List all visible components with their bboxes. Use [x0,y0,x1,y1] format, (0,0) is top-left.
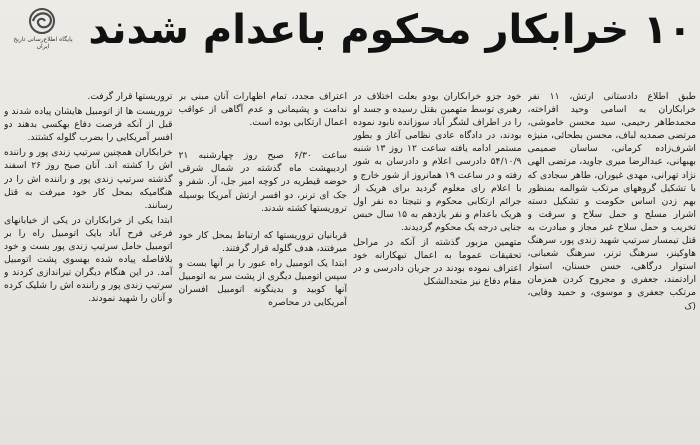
column-2 [353,90,522,442]
column-3 [179,90,348,442]
paragraph: متهمین مزبور گذشته از آنکه در مراحل تحقیقات عموما به اعمال تبهکارانه خود اعتراف نموده بودند در جریان دادرسی و در مقام دفاع نیز متحدالشکل [353,237,522,288]
column-1 [528,90,697,442]
paragraph: ساعت ۶/۳۰ صبح روز چهارشنبه ۲۱ اردیبهشت ماه گذشته در شمال شرقی حوضه قیطریه در کوچه امیر جل، آر. شفر و جک ای ترنر، دو افسر ارتش آمریکا بوسیله تروریستها کشته شدند. [178,150,347,214]
paragraph: ابتدا یکی از خرابکاران در یکی از خیابانهای فرعی فرح آباد بایک اتومبیل راه را بر اتومبیل حامل سرتیپ زندی پور بست و خود بلافاصله پیاده شده بهسوی پشت اتومبیل آمد. در این هنگام دیگران تیراندازی کردند و سرتیپ زندی پور و راننده اش را شلیک کرده و آنان را شهید نمودند. [4,214,173,305]
paragraph: طبق اطلاع دادستانی ارتش، ۱۱ نفر خرابکاران به اسامی وحید افراخته، محمدطاهر رحیمی، سید محسن خاموشی، مرتضی صمدیه لباف، محسن بطحائی، منیژه اشرف‌زاده کرمانی، ساسان صمیمی بهبهانی، عبدالرضا میری جاوید، مرتضی الهی نژاد تهرانی، مهدی غیوران، طاهر سجادی که با تشکیل گروههای مرتکب شوالمه بمنظور بهم زدن اساس حکومت و تشکیل دسته اشرار مسلح و حمل سلاح و سرقت و تخریب و حمل سلاح غیر مجاز و مبادرت به قتل تیمسار سرتیپ شهید زندی پور، سرهنگ هاوکینز، سرهنگ ترنر، سرهنگ شعبانی، استوار درگاهی، حسن حسنان، استوار ارادتمند، جعفری و مجروح کردن همزمان مرتکب جعفری و موسوی، و حمید وفایی، (ک [527,91,696,312]
site-logo [8,6,78,50]
paragraph: خود جزو خرابکاران بودو بعلت اختلاف در رهبری توسط متهمین بقتل رسیده و جسد او را در اطراف لشگر آباد سوزانده نابود نموده بودند، در دادگاه عادی نظامی آغاز و بطور مستمر ادامه یافته ساعت ۱۲ روز ۱۳ شنبه ۵۴/۱۰/۹ دادرسی اعلام و دادرسان به شور رفته و در ساعت ۱۹ همانروز از شور خارج و با اعلام رای معلوم گردید برای هریک از جرائم ارتکابی محکوم و نتیجتا ده نفر اول هریک باعدام و نفر یازدهم به ۱۵ سال حبس جنایی درجه یک محکوم گردیدند. [353,91,522,233]
paragraph: ابتدا یک اتومبیل راه عبور را بر آنها بست و سپس اتومبیل دیگری از پشت سر به اتومبیل آنها کوبید و بدینگونه اتومبیل افسران آمریکایی در محاصره [178,257,347,309]
paragraph: تروریست ها از اتومبیل هایشان پیاده شدند و قبل از آنکه فرصت دفاع بهکسی بدهند دو افسر آمریکایی را بضرب گلوله کشتند. [4,106,173,144]
paragraph: تروریستها قرار گرفت. [87,91,173,102]
paragraph: اعتراف مجدد، تمام اظهارات آنان مبنی بر ندامت و پشیمانی و عدم آگاهی از عواقب اعمال ارتکابی بوده است. [178,91,347,129]
headline: ۱۰ خرابکار محکوم باعدام شدند [88,7,692,53]
article-columns [4,90,696,442]
paragraph: قربانیان تروریستها که ارتباط بمحل کار خود میرفتند، هدف گلوله قرار گرفتند. [178,229,347,254]
logo-caption: پایگاه اطلاع‌رسانی تاریخ ایران [13,36,73,50]
paragraph: خرابکاران همچنین سرتیپ زندی پور و راننده اش را کشته اند. آنان صبح روز ۲۶ اسفند گذشته سرتیپ زندی پور و راننده اش را در هنگامیکه بمحل کار خود میرفت به قتل رسانند. [4,147,173,211]
column-4 [4,90,173,442]
swirl-logo-icon [26,6,58,36]
